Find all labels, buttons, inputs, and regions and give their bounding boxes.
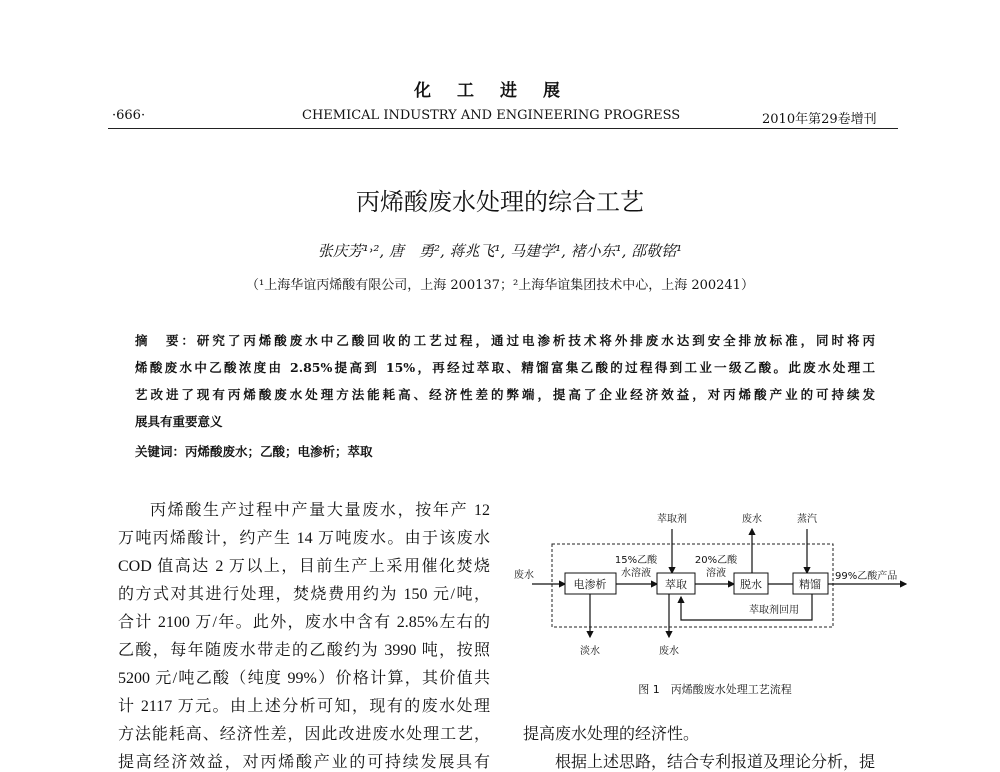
body-line: COD 值高达 2 万以上，目前生产上采用催化焚烧 bbox=[118, 558, 490, 575]
affiliation: （¹上海华谊丙烯酸有限公司，上海 200137；²上海华谊集团技术中心，上海 200241） bbox=[246, 278, 754, 293]
body-line: 计 2117 万元。由上述分析可知，现有的废水处理 bbox=[118, 698, 490, 715]
flow-label: 15%乙酸 bbox=[614, 555, 658, 566]
flow-label: 废水 bbox=[659, 646, 679, 657]
journal-name-cn: 化工进展 bbox=[414, 81, 586, 101]
abstract-line: 艺改进了现有丙烯酸废水处理方法能耗高、经济性差的弊端，提高了企业经济效益，对丙烯酸产业的可持续发 bbox=[135, 387, 875, 402]
flow-label: 20%乙酸 bbox=[694, 555, 738, 566]
flow-label: 水溶液 bbox=[621, 568, 651, 579]
body-line: 丙烯酸生产过程中产量大量废水，按年产 12 bbox=[150, 502, 490, 519]
process-flow-diagram bbox=[510, 500, 920, 710]
flow-label: 99%乙酸产品 bbox=[835, 571, 898, 582]
box-label: 脱水 bbox=[740, 578, 762, 591]
issue-info: 2010年第29卷增刊 bbox=[762, 112, 877, 127]
flow-label: 淡水 bbox=[580, 646, 600, 657]
page-number: ·666· bbox=[112, 108, 146, 123]
body-line: 乙酸，每年随废水带走的乙酸约为 3990 吨，按照 bbox=[118, 642, 490, 659]
header-rule bbox=[108, 128, 898, 129]
flow-label: 溶液 bbox=[706, 568, 726, 579]
flow-label: 蒸汽 bbox=[797, 514, 817, 525]
body-line: 根据上述思路，结合专利报道及理论分析，提 bbox=[555, 754, 876, 771]
body-line: 提高废水处理的经济性。 bbox=[523, 726, 700, 743]
flow-label: 废水 bbox=[514, 570, 534, 581]
body-line: 合计 2100 万/年。此外，废水中含有 2.85%左右的 bbox=[118, 614, 490, 631]
flow-label: 废水 bbox=[742, 514, 762, 525]
body-line: 方法能耗高、经济性差，因此改进废水处理工艺， bbox=[118, 726, 490, 743]
abstract-line: 烯酸废水中乙酸浓度由 2.85%提高到 15%，再经过萃取、精馏富集乙酸的过程得到工业一级乙酸。此废水处理工 bbox=[135, 360, 875, 375]
keywords: 关键词：丙烯酸废水；乙酸；电渗析；萃取 bbox=[135, 444, 373, 459]
body-line: 的方式对其进行处理，焚烧费用约为 150 元/吨， bbox=[118, 586, 490, 603]
paper-title: 丙烯酸废水处理的综合工艺 bbox=[356, 188, 644, 216]
flow-label: 萃取剂回用 bbox=[749, 605, 799, 616]
flow-label: 萃取剂 bbox=[657, 514, 687, 525]
figure-caption: 图 1 丙烯酸废水处理工艺流程 bbox=[638, 683, 792, 696]
box-label: 精馏 bbox=[799, 578, 821, 591]
box-label: 电渗析 bbox=[573, 578, 607, 591]
journal-name-en: CHEMICAL INDUSTRY AND ENGINEERING PROGRESS bbox=[302, 108, 681, 123]
body-line: 万吨丙烯酸计，约产生 14 万吨废水。由于该废水 bbox=[118, 530, 490, 547]
box-label: 萃取 bbox=[665, 578, 687, 591]
abstract-line: 展具有重要意义 bbox=[135, 414, 223, 429]
body-line: 提高经济效益，对丙烯酸产业的可持续发展具有 bbox=[118, 754, 490, 771]
abstract-line: 摘 要：研究了丙烯酸废水中乙酸回收的工艺过程，通过电渗析技术将外排废水达到安全排放标准，同时将丙 bbox=[135, 333, 875, 348]
body-line: 5200 元/吨乙酸（纯度 99%）价格计算，其价值共 bbox=[118, 670, 490, 687]
authors: 张庆芳¹˒², 唐 勇², 蒋兆飞¹, 马建学¹, 褚小东¹, 邵敬铭¹ bbox=[317, 242, 683, 260]
